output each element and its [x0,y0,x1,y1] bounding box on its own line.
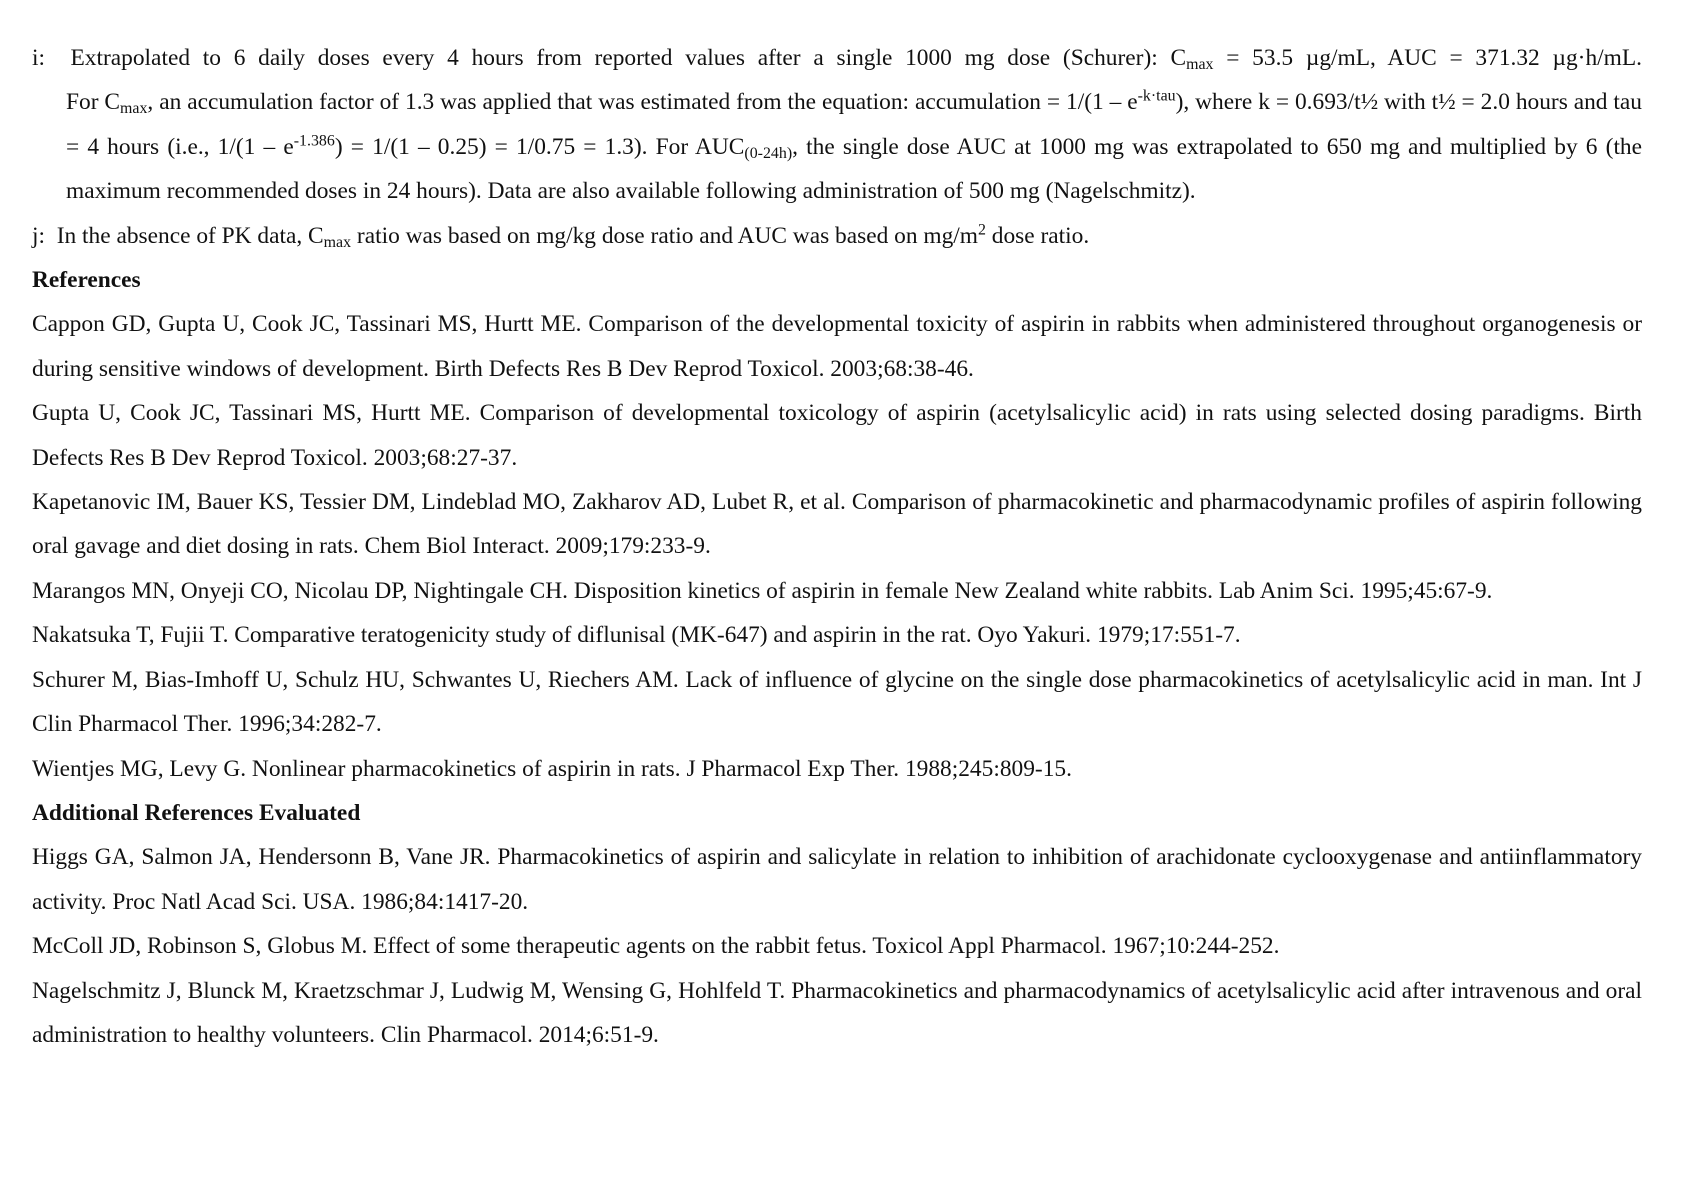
document-page [32,36,1642,1057]
additional-reference-item: Higgs GA, Salmon JA, Hendersonn B, Vane JR. Pharmacokinetics of aspirin and salicylate in relation to inhibition of arachidonate cyclooxygenase and antiinflammatory activity. Proc Natl Acad Sci. USA. 1986;84:1417-20. [32,844,1642,915]
additional-reference-item: Nagelschmitz J, Blunck M, Kraetzschmar J, Ludwig M, Wensing G, Hohlfeld T. Pharmacokinetics and pharmacodynamics of acetylsalicylic acid after intravenous and oral administration to healthy volunteers. Clin Pharmacol. 2014;6:51-9. [32,977,1642,1048]
reference-item: Gupta U, Cook JC, Tassinari MS, Hurtt ME. Comparison of developmental toxicology of aspirin (acetylsalicylic acid) in rats using selected dosing paradigms. Birth Defects Res B Dev Reprod Toxicol. 2003;68:27-37. [32,400,1642,471]
reference-item: Kapetanovic IM, Bauer KS, Tessier DM, Lindeblad MO, Zakharov AD, Lubet R, et al. Comparison of pharmacokinetic and pharmacodynamic profiles of aspirin following oral gavage and diet dosing in rats. Chem Biol Interact. 2009;179:233-9. [32,489,1642,560]
footnote-i-line1: i: Extrapolated to 6 daily doses every 4 hours from reported values after a single 1000 mg dose (Schurer): $C_{max} = 53.5$ µg/mL, AUC = 371.32 µg·h/mL. [32,45,1642,73]
footnote-i-label: i: [32,45,45,71]
additional-references-heading: Additional References Evaluated [32,799,361,826]
additional-reference-item: McColl JD, Robinson S, Globus M. Effect of some therapeutic agents on the rabbit fetus. Toxicol Appl Pharmacol. 1967;10:244-252. [32,933,1280,960]
reference-item: Marangos MN, Onyeji CO, Nicolau DP, Nightingale CH. Disposition kinetics of aspirin in female New Zealand white rabbits. Lab Anim Sci. 1995;45:67-9. [32,577,1493,604]
reference-item: Cappon GD, Gupta U, Cook JC, Tassinari MS, Hurtt ME. Comparison of the developmental toxicity of aspirin in rabbits when administered throughout organogenesis or during sensitive windows of development. Birth Defects Res B Dev Reprod Toxicol. 2003;68:38-46. [32,311,1642,382]
footnote-j-label: j: [32,222,45,249]
footnote-i-body: For $C_{max}$, an accumulation factor of 1.3 was applied that was estimated from the equation: accumulation = $1/(1 - e^{-k\cdot tau})$, where k = 0.693/t½ with t½ = 2.0 hours and tau = 4 hours (i.e., $1/(1 - e^{-1.386}) = 1/(1 - 0.25) = 1/0.75 = 1.3$). For $AUC_{(0-24h)}$, the single dose AUC at 1000 mg was extrapolated to 650 mg and multiplied by 6 (the maximum recommended doses in 24 hours). Data are also available following administration of 500 mg (Nagelschmitz). [66,87,1643,205]
footnote-j: j: In the absence of PK data, $C_{max}$ ratio was based on mg/kg dose ratio and AUC was based on $mg/m^2$ dose ratio. [32,220,1090,251]
reference-item: Nakatsuka T, Fujii T. Comparative teratogenicity study of diflunisal (MK-647) and aspirin in the rat. Oyo Yakuri. 1979;17:551-7. [32,622,1241,649]
reference-item: Schurer M, Bias-Imhoff U, Schulz HU, Schwantes U, Riechers AM. Lack of influence of glycine on the single dose pharmacokinetics of acetylsalicylic acid in man. Int J Clin Pharmacol Ther. 1996;34:282-7. [32,666,1642,738]
reference-item: Wientjes MG, Levy G. Nonlinear pharmacokinetics of aspirin in rats. J Pharmacol Exp Ther. 1988;245:809-15. [32,755,1072,782]
references-heading: References [32,267,141,294]
